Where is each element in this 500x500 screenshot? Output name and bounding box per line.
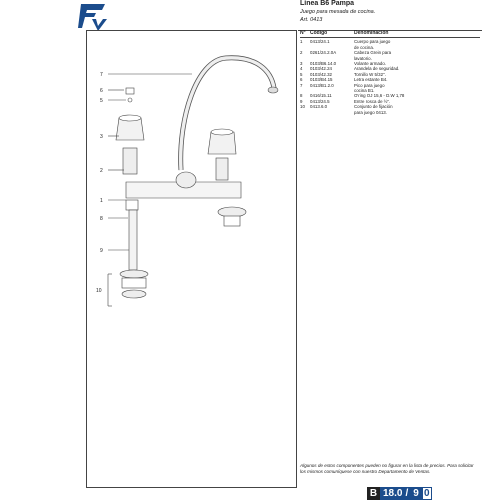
col-number: N° <box>300 30 306 36</box>
row-number: 6 <box>300 77 303 83</box>
row-denomination: Tornillo W 5/32". <box>354 71 386 77</box>
table-header <box>300 31 480 38</box>
row-denomination: Arandela de seguridad. <box>354 66 400 72</box>
article-number: Art. 0413 <box>300 17 323 23</box>
row-number: 8 <box>300 93 303 99</box>
availability-note: Algunos de estos componentes pueden no figurar en la lista de precios. Para solicitar los mismos comuníquese con nuestro Departamento de Ventas. <box>300 463 474 474</box>
page-separator: / <box>405 488 409 499</box>
parts-table <box>300 31 480 115</box>
row-code: 0103/B6.14.0 <box>310 61 337 67</box>
callout-10: 10 <box>96 288 102 294</box>
row-denomination: Conjunto de fijación <box>354 104 393 110</box>
row-denomination: Volante armado. <box>354 61 386 67</box>
row-denomination: Entre rosca de ½". <box>354 98 391 104</box>
col-code: Código <box>310 30 328 36</box>
faucet-exploded-drawing <box>86 30 297 488</box>
row-denomination: de cocina. <box>354 44 375 50</box>
row-number: 5 <box>300 71 303 77</box>
row-code: 0261/24.2.0A <box>310 50 337 56</box>
callout-5: 5 <box>100 98 103 104</box>
row-code: 0413.6.0 <box>310 104 328 110</box>
row-denomination: para juego 0413. <box>354 109 387 115</box>
page-last: 0 <box>422 487 432 500</box>
row-code: 0413/24.5 <box>310 98 330 104</box>
row-denomination: O'ring OJ 15,6 - D.W 1,78 <box>354 93 405 99</box>
callout-6: 6 <box>100 88 103 94</box>
row-denomination: cocina B1. <box>354 88 375 94</box>
page-badge <box>367 487 432 500</box>
row-number: 4 <box>300 66 303 72</box>
callout-2: 2 <box>100 168 103 174</box>
fv-logo <box>78 2 108 32</box>
row-number: 1 <box>300 39 303 45</box>
row-code: 0103/42.32 <box>310 71 332 77</box>
row-denomination: Cuerpo para juego <box>354 39 391 45</box>
row-code: 0413/24.1 <box>310 39 330 45</box>
callout-8: 8 <box>100 216 103 222</box>
row-code: 0103/B4.15 <box>310 77 333 83</box>
col-denomination: Denominación <box>354 30 389 36</box>
product-title: Línea B6 Pampa <box>300 0 355 7</box>
row-number: 2 <box>300 50 303 56</box>
row-denomination: Pico para juego <box>354 82 385 88</box>
row-code: 0416/15.11 <box>310 93 332 99</box>
callout-3: 3 <box>100 134 103 140</box>
callout-7: 7 <box>100 72 103 78</box>
row-code: 0413/B1.2.0 <box>310 82 334 88</box>
row-number: 10 <box>300 104 305 110</box>
row-code: 0103/42.24 <box>310 66 332 72</box>
row-denomination: Letra estante B4. <box>354 77 388 83</box>
row-denomination: Cabeza Grein para <box>354 50 392 56</box>
row-code <box>310 110 354 115</box>
page-main: 18.0 <box>380 487 405 500</box>
row-number: 3 <box>300 61 303 67</box>
row-denomination: lavatorio. <box>354 55 372 61</box>
table-row <box>300 110 480 115</box>
page-letter: B <box>367 487 380 500</box>
callout-9: 9 <box>100 248 103 254</box>
row-number: 7 <box>300 82 303 88</box>
callout-1: 1 <box>100 198 103 204</box>
page-sub: 9 <box>410 487 422 500</box>
product-subtitle: Juego para mesada de cocina. <box>300 9 376 15</box>
row-number: 9 <box>300 98 303 104</box>
row-number <box>300 110 310 115</box>
